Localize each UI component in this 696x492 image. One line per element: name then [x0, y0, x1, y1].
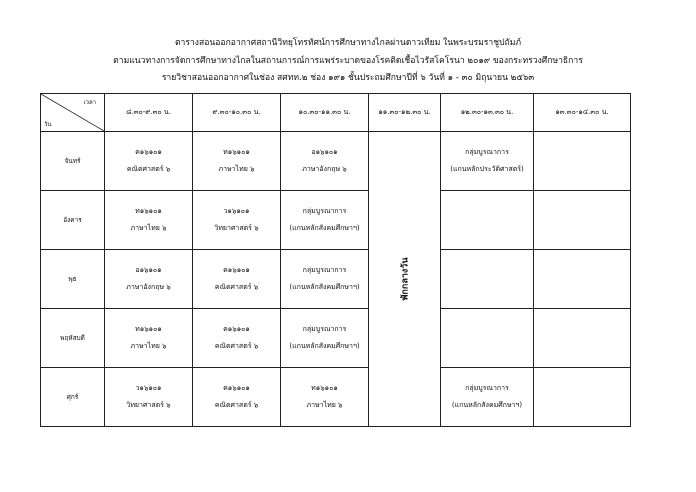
subject-name: คณิตศาสตร์ ๖: [214, 283, 259, 291]
subject-name: (แกนหลักประวัติศาสตร์): [450, 165, 524, 173]
subject-name: คณิตศาสตร์ ๖: [126, 165, 171, 173]
time-axis-label: เวลา: [83, 99, 96, 106]
class-cell: [193, 368, 281, 427]
time-slot-header: ๘.๓๐-๙.๓๐ น.: [105, 94, 193, 132]
subject-code: กลุ่มบูรณาการ: [302, 207, 347, 215]
subject-code: ว๑๖๑๐๑: [223, 207, 250, 215]
class-cell: [105, 250, 193, 309]
class-cell: [281, 132, 369, 191]
lunch-break-label: พักกลางวัน: [400, 257, 411, 301]
subject-name: ภาษาอังกฤษ ๖: [302, 165, 347, 173]
time-slot-header: ๙.๓๐-๑๐.๓๐ น.: [193, 94, 281, 132]
subject-code: ค๑๖๑๐๑: [223, 266, 250, 274]
subject-code: ค๑๖๑๐๑: [223, 384, 250, 392]
subject-code: ท๑๖๑๐๑: [223, 148, 250, 156]
lunch-break-cell: [369, 132, 441, 427]
class-cell: [193, 191, 281, 250]
day-label: พฤหัสบดี: [41, 309, 105, 368]
header-row: [41, 94, 631, 132]
class-cell: [281, 191, 369, 250]
subject-name: (แกนหลักสังคมศึกษาฯ): [451, 401, 523, 409]
empty-cell: [534, 368, 631, 427]
corner-header-cell: [41, 94, 105, 132]
subject-name: ภาษาอังกฤษ ๖: [126, 283, 171, 291]
subject-name: คณิตศาสตร์ ๖: [214, 342, 259, 350]
subject-code: กลุ่มบูรณาการ: [465, 148, 509, 156]
class-cell: [441, 132, 534, 191]
schedule-table: [40, 93, 631, 427]
time-slot-header: ๑๐.๓๐-๑๑.๓๐ น.: [281, 94, 369, 132]
time-slot-header: ๑๓.๓๐-๑๔.๓๐ น.: [534, 94, 631, 132]
class-cell: [193, 132, 281, 191]
class-cell: [281, 309, 369, 368]
subject-code: อ๑๖๑๐๑: [311, 148, 338, 156]
empty-cell: [441, 309, 534, 368]
empty-cell: [534, 191, 631, 250]
class-cell: [441, 368, 534, 427]
class-cell: [193, 309, 281, 368]
empty-cell: [534, 132, 631, 191]
empty-cell: [441, 250, 534, 309]
subject-code: ค๑๖๑๐๑: [135, 148, 162, 156]
class-cell: [281, 250, 369, 309]
subject-code: ท๑๖๑๐๑: [311, 384, 338, 392]
subject-name: วิทยาศาสตร์ ๖: [214, 224, 259, 232]
subject-name: ภาษาไทย ๖: [130, 342, 167, 350]
document-title-line-1: ตารางสอนออกอากาศสถานีวิทยุโทรทัศน์การศึกษาทางไกลผ่านดาวเทียม ในพระบรมราชูปถัมภ์: [174, 38, 522, 48]
subject-name: คณิตศาสตร์ ๖: [214, 401, 259, 409]
time-slot-header: ๑๒.๓๐-๑๓.๓๐ น.: [441, 94, 534, 132]
day-label: ศุกร์: [41, 368, 105, 427]
subject-code: อ๑๖๑๐๑: [135, 266, 162, 274]
day-row-tuesday: [41, 191, 631, 250]
subject-code: กลุ่มบูรณาการ: [302, 266, 347, 274]
class-cell: [105, 368, 193, 427]
day-axis-label: วัน: [44, 121, 52, 128]
empty-cell: [441, 191, 534, 250]
document-title-line-2: ตามแนวทางการจัดการศึกษาทางไกลในสถานการณ์การแพร่ระบาดของโรคติดเชื้อไวรัสโคโรนา ๒๐๑๙ ของกระทรวงศึกษาธิการ: [113, 56, 583, 66]
subject-code: ค๑๖๑๐๑: [223, 325, 250, 333]
class-cell: [105, 191, 193, 250]
class-cell: [193, 250, 281, 309]
day-label: จันทร์: [41, 132, 105, 191]
subject-name: (แกนหลักสังคมศึกษาฯ): [289, 224, 360, 232]
subject-name: (แกนหลักสังคมศึกษาฯ): [289, 283, 360, 291]
empty-cell: [534, 250, 631, 309]
class-cell: [281, 368, 369, 427]
time-slot-header: ๑๑.๓๐-๑๒.๓๐ น.: [369, 94, 441, 132]
class-cell: [105, 309, 193, 368]
day-row-wednesday: [41, 250, 631, 309]
day-label: อังคาร: [41, 191, 105, 250]
day-row-thursday: [41, 309, 631, 368]
subject-name: (แกนหลักสังคมศึกษาฯ): [289, 342, 360, 350]
class-cell: [105, 132, 193, 191]
subject-name: ภาษาไทย ๖: [130, 224, 167, 232]
day-label: พุธ: [41, 250, 105, 309]
subject-code: ท๑๖๑๐๑: [135, 325, 162, 333]
day-row-friday: [41, 368, 631, 427]
subject-code: ว๑๖๑๐๑: [135, 384, 162, 392]
empty-cell: [534, 309, 631, 368]
document-title-line-3: รายวิชาสอนออกอากาศในช่อง สศทท.๒ ช่อง ๑๙๑ ชั้นประถมศึกษาปีที่ ๖ วันที่ ๑ - ๓๐ มิถุนายน ๒๕๖๓: [161, 73, 535, 83]
subject-code: กลุ่มบูรณาการ: [465, 384, 509, 392]
subject-name: วิทยาศาสตร์ ๖: [126, 401, 171, 409]
subject-code: ท๑๖๑๐๑: [135, 207, 162, 215]
subject-code: กลุ่มบูรณาการ: [302, 325, 347, 333]
subject-name: ภาษาไทย ๖: [306, 401, 343, 409]
subject-name: ภาษาไทย ๖: [218, 165, 255, 173]
day-row-monday: [41, 132, 631, 191]
